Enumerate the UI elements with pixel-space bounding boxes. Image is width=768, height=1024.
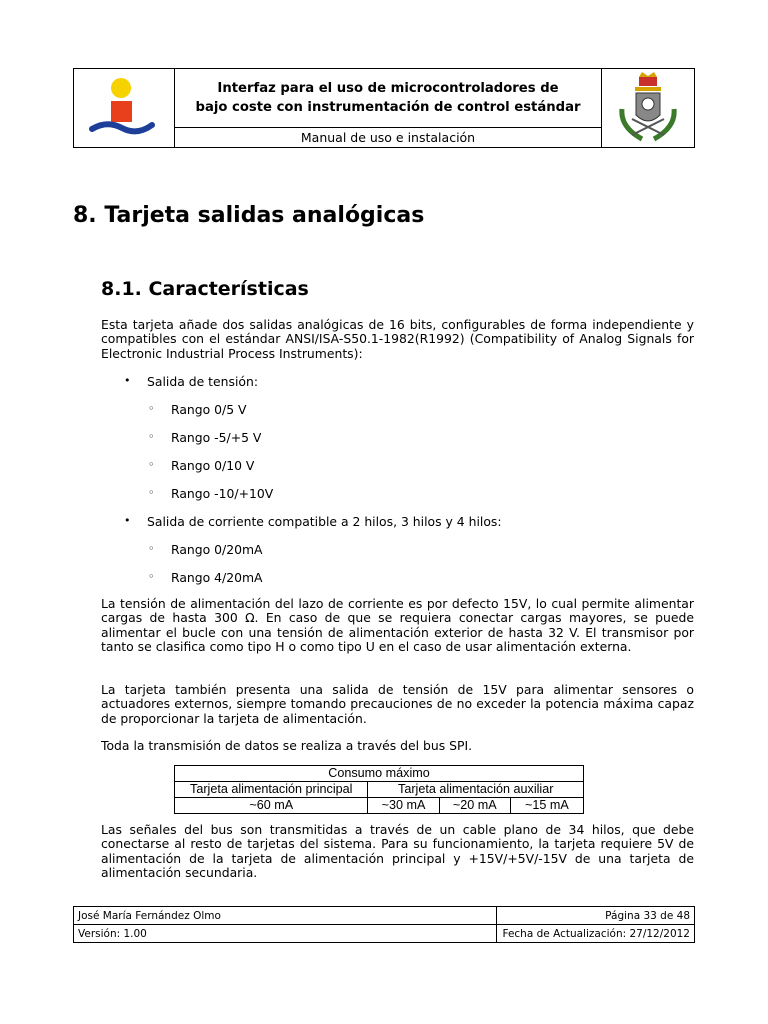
header-subtitle: Manual de uso e instalación bbox=[300, 129, 476, 145]
footer-page: Página 33 de 48 bbox=[497, 907, 695, 925]
consumption-table bbox=[174, 765, 584, 814]
sub-bullet: ◦ bbox=[148, 430, 155, 443]
table-cell: ~30 mA bbox=[368, 798, 439, 814]
paragraph-spi: Toda la transmisión de datos se realiza a través del bus SPI. bbox=[101, 738, 473, 753]
table-title: Consumo máximo bbox=[175, 766, 584, 782]
sub-bullet: ◦ bbox=[148, 542, 155, 555]
section-title: 8. Tarjeta salidas analógicas bbox=[73, 203, 425, 228]
university-logo-icon bbox=[74, 69, 174, 147]
crest-icon bbox=[602, 69, 694, 147]
list-voltage-label: Salida de tensión: bbox=[147, 374, 259, 389]
paragraph-bus: Las señales del bus son transmitidas a través de un cable plano de 34 hilos, que debe conectarse al resto de tarjetas del sistema. Para su funcionamiento, la tarjeta requiere 5V de alimentación de la tarjeta de alimentación principal y +15V/+5V/-15V de una tarjeta de alimentación secundaria. bbox=[101, 822, 694, 881]
intro-paragraph: Esta tarjeta añade dos salidas analógicas de 16 bits, configurables de forma independiente y compatibles con el estándar ANSI/ISA-S50.1-1982(R1992) (Compatibility of Analog Signals for Electronic Industrial Process Instruments): bbox=[101, 317, 694, 361]
footer-version: Versión: 1.00 bbox=[74, 925, 497, 943]
list-item: Rango -5/+5 V bbox=[171, 430, 262, 445]
logo-cell bbox=[74, 69, 175, 147]
sub-bullet: ◦ bbox=[148, 458, 155, 471]
subsection-title: 8.1. Características bbox=[101, 278, 309, 300]
footer-author: José María Fernández Olmo bbox=[74, 907, 497, 925]
crest-cell bbox=[601, 69, 694, 147]
list-current-label: Salida de corriente compatible a 2 hilos, 3 hilos y 4 hilos: bbox=[147, 514, 502, 529]
bullet-dot: • bbox=[124, 514, 131, 527]
header-title-line1: Interfaz para el uso de microcontroladores de bbox=[217, 81, 559, 96]
table-header-main: Tarjeta alimentación principal bbox=[175, 782, 368, 798]
list-item: Rango -10/+10V bbox=[171, 486, 274, 501]
table-cell: ~20 mA bbox=[439, 798, 510, 814]
paragraph-loop: La tensión de alimentación del lazo de corriente es por defecto 15V, lo cual permite alimentar cargas de hasta 300 Ω. En caso de que se requiera conectar cargas mayores, se puede alimentar el bucle con una tensión de alimentación exterior de hasta 32 V. El transmisor por tanto se clasifica como tipo H o como tipo U en el caso de usar alimentación externa. bbox=[101, 596, 694, 655]
list-item: Rango 4/20mA bbox=[171, 570, 263, 585]
table-cell: ~15 mA bbox=[510, 798, 583, 814]
list-item: Rango 0/5 V bbox=[171, 402, 247, 417]
bullet-dot: • bbox=[124, 374, 131, 387]
page-header bbox=[73, 68, 695, 148]
footer-updated: Fecha de Actualización: 27/12/2012 bbox=[497, 925, 695, 943]
table-header-aux: Tarjeta alimentación auxiliar bbox=[368, 782, 584, 798]
list-item: Rango 0/20mA bbox=[171, 542, 263, 557]
sub-bullet: ◦ bbox=[148, 570, 155, 583]
sub-bullet: ◦ bbox=[148, 402, 155, 415]
header-title-line2: bajo coste con instrumentación de control estándar bbox=[195, 100, 581, 115]
header-title bbox=[174, 69, 602, 128]
table-cell: ~60 mA bbox=[175, 798, 368, 814]
list-item: Rango 0/10 V bbox=[171, 458, 255, 473]
sub-bullet: ◦ bbox=[148, 486, 155, 499]
page-footer bbox=[73, 906, 695, 943]
paragraph-15v: La tarjeta también presenta una salida de tensión de 15V para alimentar sensores o actuadores externos, siempre tomando precauciones de no exceder la potencia máxima capaz de proporcionar la tarjeta de alimentación. bbox=[101, 682, 694, 726]
